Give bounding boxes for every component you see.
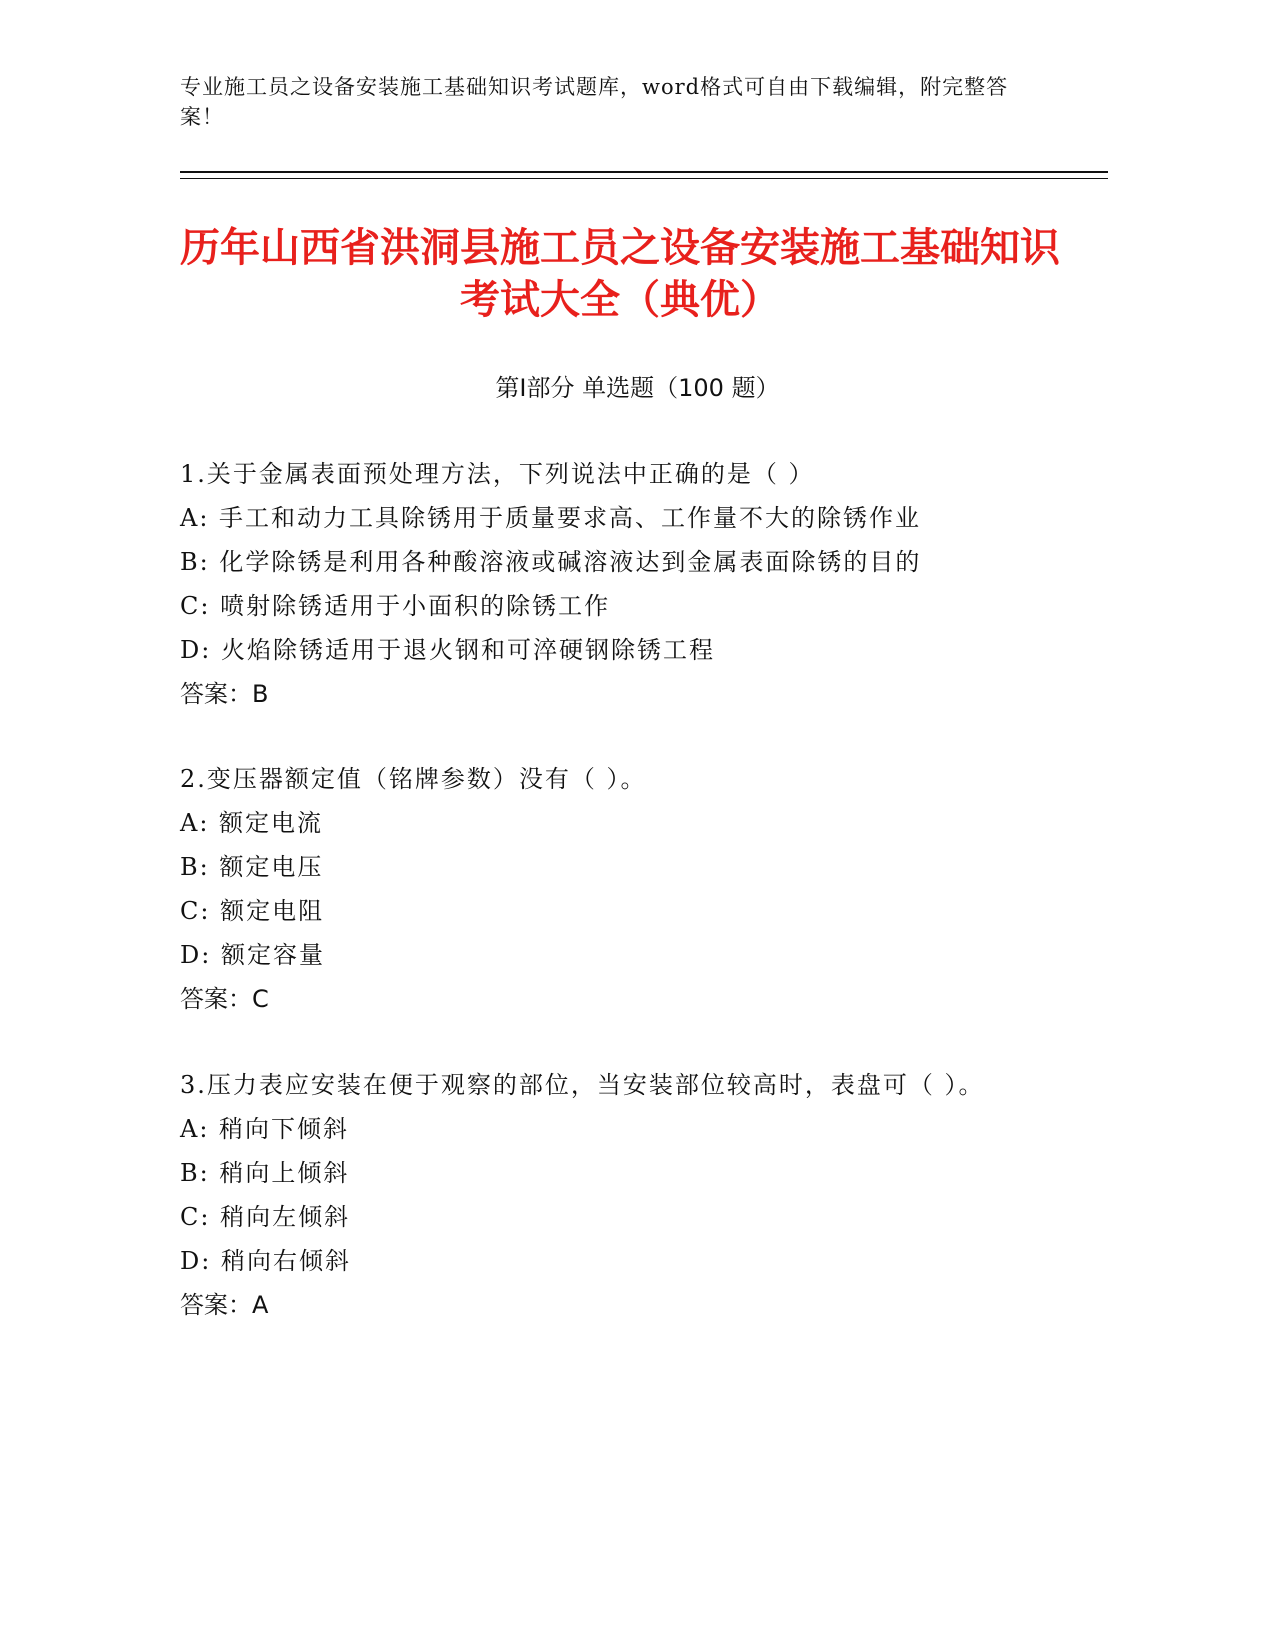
question-stem: 3.压力表应安装在便于观察的部位，当安装部位较高时，表盘可（ ）。: [180, 1071, 985, 1099]
section-heading: 第Ⅰ部分 单选题（100 题）: [495, 374, 780, 402]
option-b: B: 化学除锈是利用各种酸溶液或碱溶液达到金属表面除锈的目的: [180, 548, 922, 576]
question-3: [180, 1063, 1060, 1327]
header-note: 专业施工员之设备安装施工基础知识考试题库，word格式可自由下载编辑，附完整答案！: [180, 75, 1009, 129]
answer: 答案：B: [180, 680, 269, 708]
option-d: D: 火焰除锈适用于退火钢和可淬硬钢除锈工程: [180, 636, 715, 664]
option-a: A: 手工和动力工具除锈用于质量要求高、工作量不大的除锈作业: [180, 504, 922, 532]
document-title: 历年山西省洪洞县施工员之设备安装施工基础知识考试大全（典优）: [180, 225, 1060, 323]
question-2: [180, 757, 1060, 1021]
option-d: D: 稍向右倾斜: [180, 1247, 351, 1275]
question-1: [180, 452, 1060, 716]
option-d: D: 额定容量: [180, 941, 325, 969]
option-a: A: 额定电流: [180, 809, 324, 837]
option-a: A: 稍向下倾斜: [180, 1115, 350, 1143]
header-divider-thin: [180, 178, 1108, 179]
header-divider-thick: [180, 171, 1108, 173]
option-c: C: 额定电阻: [180, 897, 325, 925]
option-c: C: 喷射除锈适用于小面积的除锈工作: [180, 592, 611, 620]
question-stem: 2.变压器额定值（铭牌参数）没有（ ）。: [180, 765, 647, 793]
answer: 答案：A: [180, 1291, 269, 1319]
answer: 答案：C: [180, 985, 269, 1013]
option-b: B: 额定电压: [180, 853, 324, 881]
option-c: C: 稍向左倾斜: [180, 1203, 351, 1231]
question-stem: 1.关于金属表面预处理方法，下列说法中正确的是（ ）: [180, 460, 815, 488]
option-b: B: 稍向上倾斜: [180, 1159, 350, 1187]
